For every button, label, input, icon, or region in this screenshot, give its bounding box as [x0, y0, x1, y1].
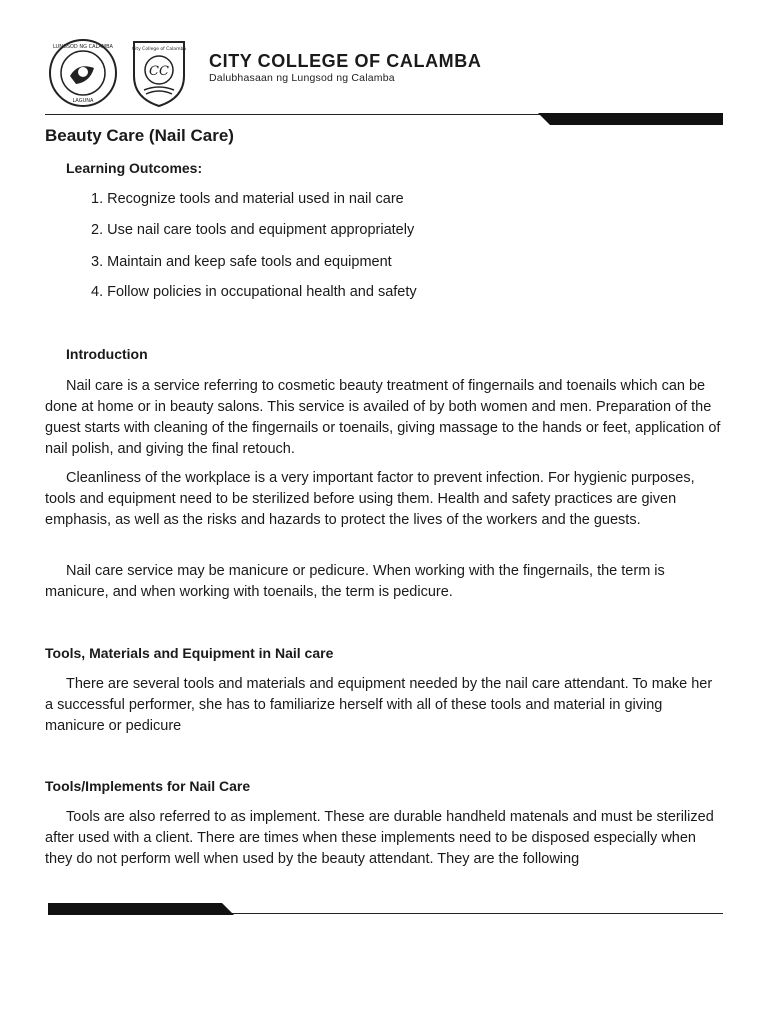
- svg-text:City College of Calamba: City College of Calamba: [131, 47, 187, 52]
- outcome-item: 3. Maintain and keep safe tools and equipment: [91, 254, 392, 270]
- college-shield-logo: [130, 38, 188, 108]
- implements-heading: Tools/Implements for Nail Care: [45, 778, 251, 794]
- introduction-heading: Introduction: [66, 346, 148, 362]
- intro-paragraph: Nail care is a service referring to cosmetic beauty treatment of fingernails and toenails which can be done at home or in beauty salons. This service is availed of by both women and men. Preparation of the guest starts with cleaning of the fingernails or toenails, giving massage to the hands or feet, application of nail polish, and giving the final retouch.: [45, 378, 721, 457]
- svg-text:CC: CC: [149, 64, 169, 79]
- document-title: Beauty Care (Nail Care): [45, 126, 234, 145]
- svg-text:LAGUNA: LAGUNA: [72, 98, 94, 104]
- tools-paragraph: There are several tools and materials and equipment needed by the nail care attendant. To make her a successful performer, she has to familiarize herself with all of these tools and material in giving manicure or pedicure: [45, 676, 713, 734]
- college-subtitle: Dalubhasaan ng Lungsod ng Calamba: [209, 72, 395, 84]
- city-seal-logo: [48, 38, 118, 108]
- learning-outcomes-heading: Learning Outcomes:: [66, 160, 203, 176]
- header-accent-bar: [538, 113, 723, 125]
- svg-text:LUNGSOD NG CALAMBA: LUNGSOD NG CALAMBA: [53, 44, 113, 50]
- footer-accent-bar: [48, 903, 234, 915]
- intro-paragraph: Cleanliness of the workplace is a very important factor to prevent infection. For hygienic purposes, tools and equipment need to be sterilized before using them. Health and safety practices are given emphasis, as well as the risks and hazards to protect the lives of the workers and the guests.: [45, 470, 695, 528]
- intro-paragraph: Nail care service may be manicure or pedicure. When working with the fingernails, the term is manicure, and when working with toenails, the term is pedicure.: [45, 563, 665, 600]
- outcome-item: 2. Use nail care tools and equipment appropriately: [91, 222, 415, 238]
- implements-paragraph: Tools are also referred to as implement. These are durable handheld matenals and must be sterilized after used with a client. There are times when these implements need to be disposed especially when they do not perform well when used by the beauty attendant. They are the following: [45, 809, 714, 867]
- outcome-item: 4. Follow policies in occupational health and safety: [91, 284, 417, 300]
- college-name: CITY COLLEGE OF CALAMBA: [209, 51, 482, 71]
- tools-heading: Tools, Materials and Equipment in Nail care: [45, 645, 334, 661]
- outcome-item: 1. Recognize tools and material used in nail care: [91, 191, 404, 207]
